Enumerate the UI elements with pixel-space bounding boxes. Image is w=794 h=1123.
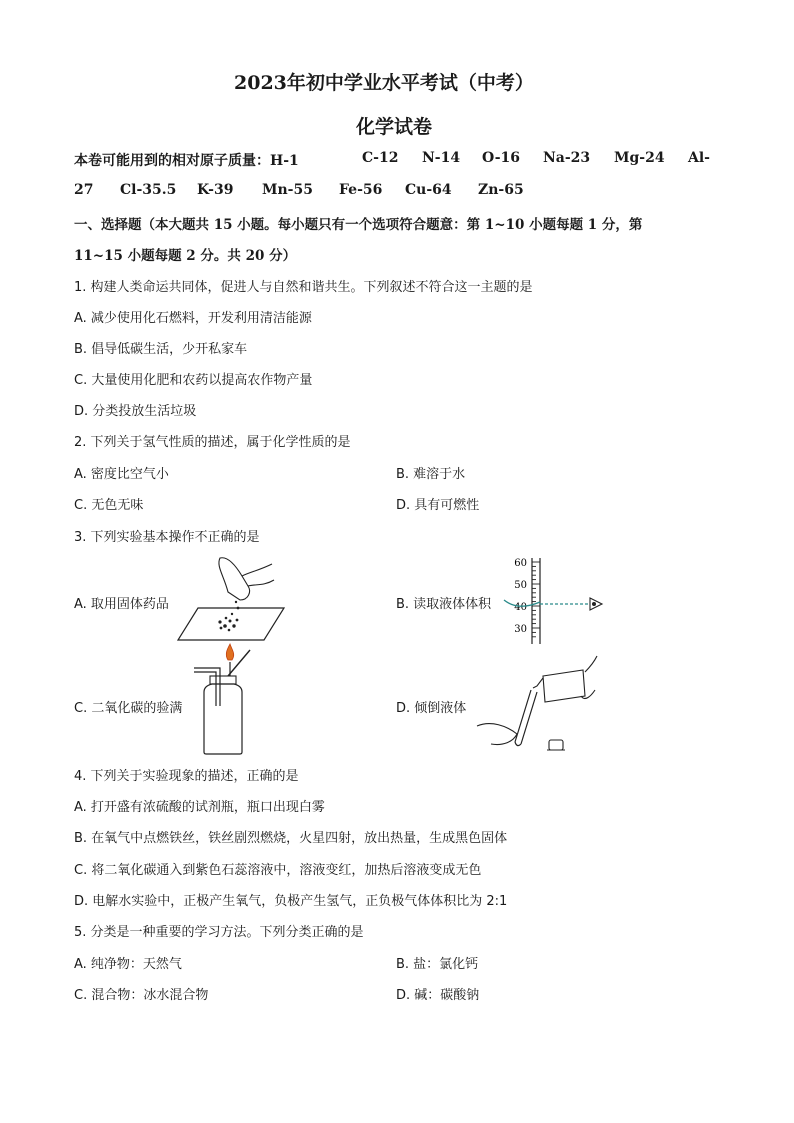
- atomic-mass-item: Cl-35.5: [120, 182, 177, 198]
- atomic-mass-item: Al-: [688, 150, 710, 166]
- atomic-mass-item: Fe-56: [339, 182, 383, 198]
- atomic-mass-item: Na-23: [543, 150, 591, 166]
- q4-option-c: C. 将二氧化碳通入到紫色石蕊溶液中，溶液变红，加热后溶液变成无色: [74, 863, 482, 878]
- atomic-mass-item: O-16: [482, 150, 521, 166]
- q4-option-d: D. 电解水实验中，正极产生氧气，负极产生氢气，正负极气体体积比为 2:1: [74, 894, 508, 909]
- q5-option-a: A. 纯净物：天然气: [74, 957, 182, 972]
- question-1-stem: 1. 构建人类命运共同体，促进人与自然和谐共生。下列叙述不符合这一主题的是: [74, 280, 533, 295]
- q1-option-c: C. 大量使用化肥和农药以提高农作物产量: [74, 373, 313, 388]
- q1-option-a: A. 减少使用化石燃料，开发利用清洁能源: [74, 311, 312, 326]
- solid-reagent-figure: [176, 556, 286, 646]
- q2-option-d: D. 具有可燃性: [396, 498, 480, 513]
- graduated-cylinder-figure: [504, 552, 604, 644]
- q5-option-b: B. 盐：氯化钙: [396, 957, 479, 972]
- atomic-mass-item: Mn-55: [262, 182, 313, 198]
- tick-label-50: 50: [514, 580, 527, 591]
- atomic-mass-item: N-14: [422, 150, 461, 166]
- atomic-mass-item: Zn-65: [478, 182, 524, 198]
- question-2-stem: 2. 下列关于氢气性质的描述，属于化学性质的是: [74, 435, 351, 450]
- atomic-mass-item: 27: [74, 182, 94, 198]
- q5-option-d: D. 碱：碳酸钠: [396, 988, 480, 1003]
- atomic-mass-item: C-12: [362, 150, 399, 166]
- atomic-mass-label: 本卷可能用到的相对原子质量：H-1: [74, 153, 299, 169]
- tick-label-60: 60: [514, 558, 527, 569]
- q4-option-b: B. 在氧气中点燃铁丝，铁丝剧烈燃烧，火星四射，放出热量，生成黑色固体: [74, 831, 508, 846]
- q3-option-a: A. 取用固体药品: [74, 597, 169, 612]
- q4-option-a: A. 打开盛有浓硫酸的试剂瓶，瓶口出现白雾: [74, 800, 325, 815]
- page-subtitle: 化学试卷: [356, 116, 433, 138]
- question-5-stem: 5. 分类是一种重要的学习方法。下列分类正确的是: [74, 925, 364, 940]
- atomic-mass-item: Cu-64: [405, 182, 452, 198]
- section-heading-cont: 11~15 小题每题 2 分。共 20 分）: [74, 248, 297, 264]
- page-title: 2023年初中学业水平考试（中考）: [234, 72, 534, 94]
- atomic-mass-item: Mg-24: [614, 150, 665, 166]
- q1-option-d: D. 分类投放生活垃圾: [74, 404, 197, 419]
- q3-option-b: B. 读取液体体积: [396, 597, 492, 612]
- tick-label-40: 40: [514, 602, 527, 613]
- co2-bottle-figure: [190, 656, 270, 756]
- q5-option-c: C. 混合物：冰水混合物: [74, 988, 209, 1003]
- atomic-mass-item: K-39: [197, 182, 234, 198]
- q3-option-c: C. 二氧化碳的验满: [74, 701, 183, 716]
- section-heading: 一、选择题（本大题共 15 小题。每小题只有一个选项符合题意：第 1~10 小题每题 1 分，第: [74, 217, 643, 233]
- q1-option-b: B. 倡导低碳生活，少开私家车: [74, 342, 248, 357]
- q2-option-c: C. 无色无味: [74, 498, 144, 513]
- q2-option-b: B. 难溶于水: [396, 467, 466, 482]
- pouring-liquid-figure: [473, 656, 599, 756]
- q2-option-a: A. 密度比空气小: [74, 467, 169, 482]
- q3-option-d: D. 倾倒液体: [396, 701, 467, 716]
- question-4-stem: 4. 下列关于实验现象的描述，正确的是: [74, 769, 299, 784]
- tick-label-30: 30: [514, 624, 527, 635]
- question-3-stem: 3. 下列实验基本操作不正确的是: [74, 530, 260, 545]
